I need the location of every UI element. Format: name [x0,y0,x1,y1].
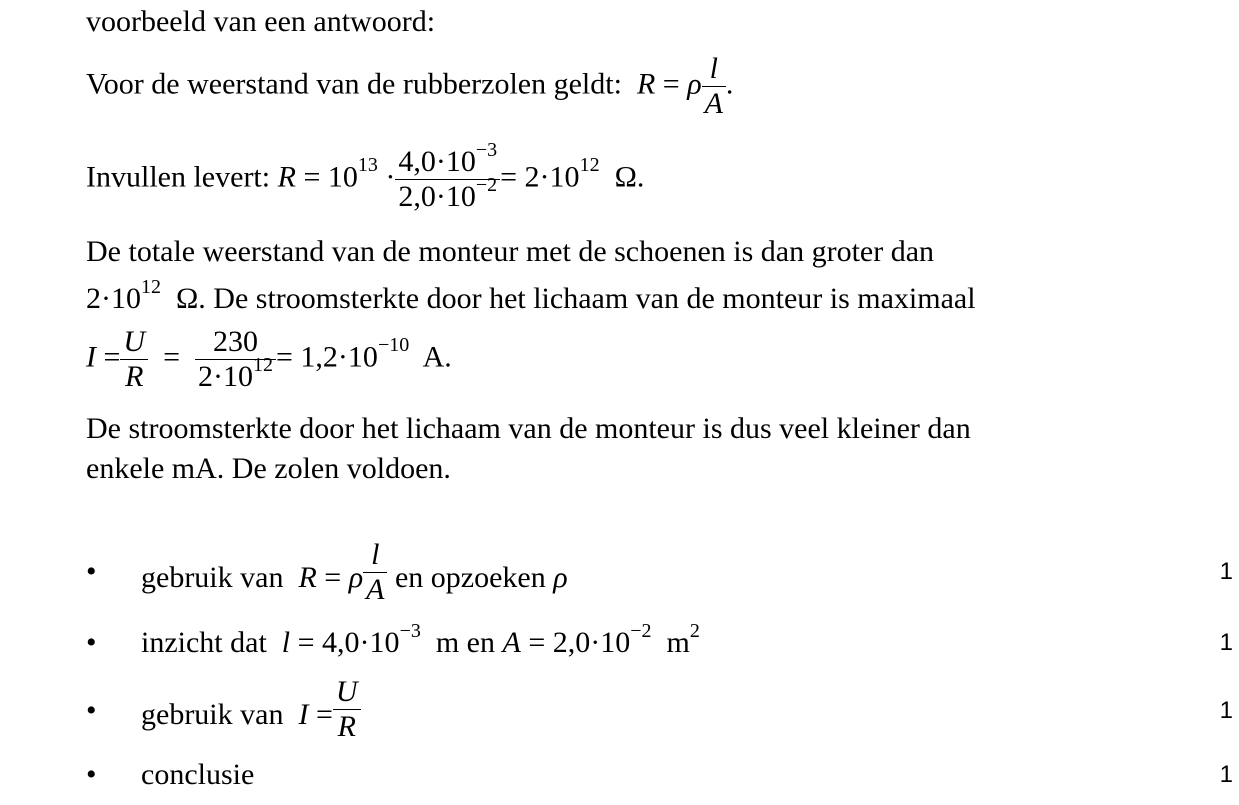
resistance-formula-text: Voor de weerstand van de rubberzolen geldt: [86,67,622,101]
resistance-formula-line: Voor de weerstand van de rubberzolen geldt: R = ρ $\frac{l}{A}$ . [86,52,734,120]
current-value-fraction: $\frac{230}{2\cdot 10^{12}}$ [195,325,276,394]
l-over-a-fraction: $\frac{l}{A}$ [702,52,726,121]
criterion-2-mid: m en [435,626,495,659]
current-formula-line: I = $\frac{U}{R}$ = $\frac{230}{2\cdot 10^{12}}$ = $1,2\cdot 10^{-10}$ A. [86,325,452,393]
criterion-3-fraction: $\frac{U}{R}$ [333,675,361,744]
criterion-1-label: gebruik van [141,561,284,594]
bullet-1: • [86,555,97,588]
score-1: 1 [1219,558,1233,585]
total-resistance-line2: $2\cdot 10^{12}$ Ω. De stroomsterkte door het lichaam van de monteur is maximaal [86,276,976,315]
score-4: 1 [1219,761,1233,788]
criterion-3: gebruik van I = $\frac{U}{R}$ [141,675,361,744]
criterion-2: inzicht dat $l = 4,0\cdot 10^{-3}$ m en $A = 2,0\cdot 10^{-2}$ $m^2$ [141,620,700,659]
bullet-3: • [86,694,97,727]
conclusion-line-2: enkele mA. De zolen voldoen. [86,452,451,485]
criterion-2-unit: m [666,626,690,659]
conclusion-line-1: De stroomsterkte door het lichaam van de monteur is dus veel kleiner dan [86,412,971,445]
score-2: 1 [1219,629,1233,656]
bullet-2: • [86,626,97,659]
fill-in-text: Invullen levert: [86,160,271,194]
total-resistance-text: De totale weerstand van de monteur met de schoenen is dan groter dan [86,235,935,268]
fill-in-fraction: $\frac{4,0\cdot 10^{-3}}{2,0\cdot 10^{-2}}$ [395,145,500,214]
criterion-2-label: inzicht dat [141,626,267,659]
criterion-4: conclusie [141,758,255,791]
u-over-r-fraction: $\frac{U}{R}$ [120,325,148,394]
fill-in-line: Invullen levert: $R = 10^{13}$ · $\frac{4,0\cdot 10^{-3}}{2,0\cdot 10^{-2}}$ = $2\cdot 10^{12}$ Ω. [86,139,645,213]
current-intro-text: De stroomsterkte door het lichaam van de monteur is maximaal [213,282,976,315]
criterion-1-suffix: en opzoeken [394,561,546,594]
bullet-4: • [86,758,97,791]
intro-text: voorbeeld van een antwoord: [86,5,436,38]
score-3: 1 [1219,697,1233,724]
current-unit: A. [422,340,452,374]
criterion-1-fraction: $\frac{l}{A}$ [363,538,387,607]
criterion-1: gebruik van R = ρ $\frac{l}{A}$ en opzoeken ρ [141,538,568,606]
criterion-3-label: gebruik van [141,698,284,731]
ohm-unit: Ω. [614,160,645,194]
